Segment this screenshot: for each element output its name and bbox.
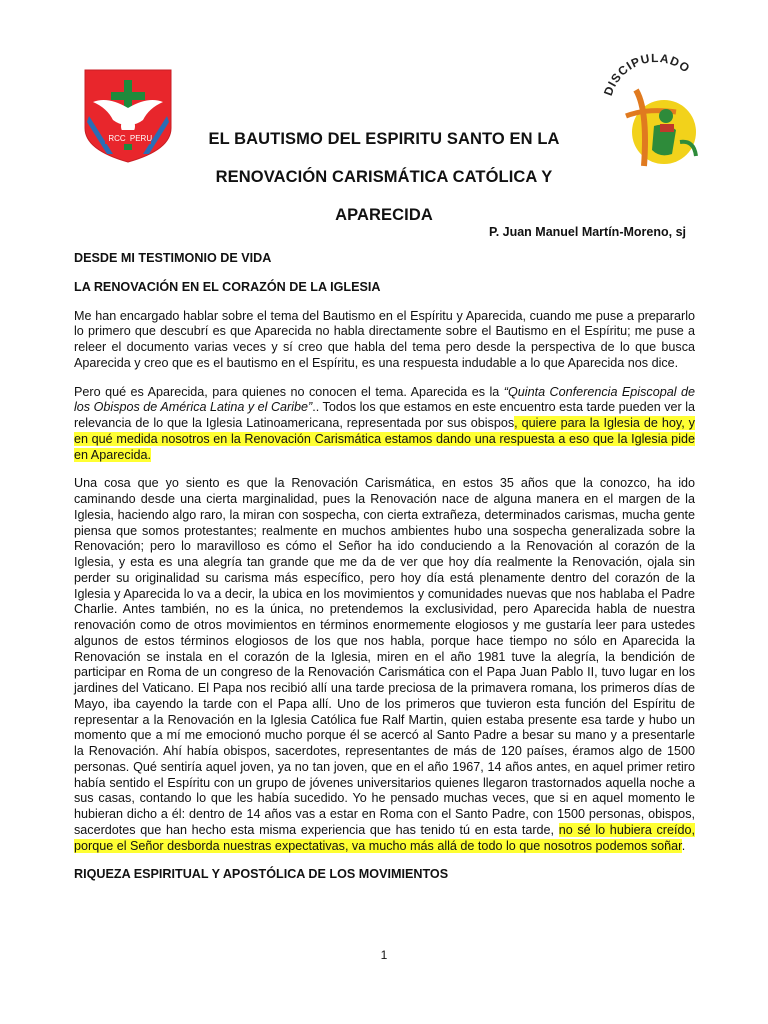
svg-text:DISCIPULADO	[601, 51, 693, 98]
discipulado-logo	[596, 50, 716, 170]
paragraph-3	[74, 476, 695, 854]
section-heading-renovacion: LA RENOVACIÓN EN EL CORAZÓN DE LA IGLESIA	[74, 279, 381, 294]
paragraph-3-highlight: no sé lo hubiera creído, porque el Señor desborda nuestras expectativas, va mucho más allá de todo lo que nosotros podemos soñar	[74, 822, 695, 853]
author-name: P. Juan Manuel Martín-Moreno, sj	[488, 225, 686, 239]
paragraph-2	[74, 385, 695, 464]
logo-left-peru-text: PERU	[129, 134, 153, 143]
title-line-1: EL BAUTISMO DEL ESPIRITU SANTO EN LA	[208, 130, 560, 148]
section-heading-riqueza: RIQUEZA ESPIRITUAL Y APOSTÓLICA DE LOS MOVIMIENTOS	[74, 867, 449, 882]
section-heading-testimonio: DESDE MI TESTIMONIO DE VIDA	[74, 251, 272, 265]
document-body	[74, 251, 695, 896]
document-title	[190, 120, 578, 234]
paragraph-2-italic-quote: “Quinta Conferencia Episcopal de los Obispos de América Latina y el Caribe”	[74, 384, 695, 415]
logo-right-text: DISCIPULADO	[600, 50, 693, 98]
title-line-2: RENOVACIÓN CARISMÁTICA CATÓLICA Y	[215, 168, 553, 186]
title-line-3: APARECIDA	[335, 206, 433, 224]
rcc-peru-logo	[83, 68, 173, 164]
paragraph-3-end: .	[681, 838, 686, 853]
page-number: 1	[380, 948, 388, 962]
paragraph-3-text: Una cosa que yo siento es que la Renovación Carismática, en estos 35 años que la conozco, ha ido caminando desde una cierta marginalidad, pues la Renovación nace de alguna manera en el margen de la Iglesia, haciendo algo raro, la miran con sospecha, con cierta extrañeza, determinados carismas, mucha gente piensa que somos protestantes; realmente en muchos ambientes hubo una sospecha generalizada sobre la Renovación; pero lo maravilloso es cómo el Señor ha ido conduciendo a la Renovación al corazón de la Iglesia, y esta es una alegría tan grande que me da de ver que hoy día realmente la Renovación, ojala sin perder su originalidad su carisma más específico, pero hoy día está plenamente dentro del corazón de la Iglesia y Aparecida lo va a decir, la ubica en los movimientos y comunidades nuevas que nos hablaba el Padre Charlie. Antes también, no es la única, no pretendemos la exclusividad, pero Aparecida habla de nuestra renovación como de otros movimientos en términos enormemente elogiosos y me gustaría leer para ustedes algunos de estos términos elogiosos de los que nos habla, porque hace tiempo no sólo en Aparecida la Renovación se instala en el corazón de la Iglesia, miren en el año 1981 tuve la alegría, la bendición de participar en Roma de un congreso de la Renovación Carismática con el Papa Juan Pablo II, tuvo lugar en los jardines del Vaticano. El Papa nos recibió allí una tarde preciosa de la primavera romana, los primeros días de Mayo, iba cayendo la tarde con el Papa allí. Uno de los primeros que tuvieron esta función del Espíritu de representar a la Renovación en la Iglesia Católica fue Ralf Martin, quien estaba presente esa tarde y hubo un momento que a mí me emocionó mucho porque él se acercó al Santo Padre a besar su mano y a presentarle la Renovación. Ahí había obispos, sacerdotes, representantes de más de 120 países, éramos algo de 1500 personas. Qué sentiría aquel joven, ya no tan joven, que en el año 1967, 14 años antes, en aquel primer retiro había sentido el Espíritu con un grupo de jóvenes universitarios quienes llegaron trastornados aquella noche a sus casas, contando lo que les había sucedido. Yo he pensado muchas veces, que si en aquel momento le hubieran dicho a él: dentro de 14 años vas a estar en Roma con el Santo Padre, con 1500 personas, obispos, sacerdotes que han hecho esta misma experiencia que has tenido tú en esta tarde,	[74, 476, 695, 837]
paragraph-2-highlight: , quiere para la Iglesia de hoy, y en qué medida nosotros en la Renovación Carismática estamos dando una respuesta a eso que la Iglesia pide en Aparecida.	[74, 416, 695, 462]
paragraph-2-text-b: .. Todos los que estamos en este encuentro esta tarde pueden ver la relevancia de lo que la Iglesia Latinoamericana, representada por sus obispos	[74, 400, 695, 430]
paragraph-1: Me han encargado hablar sobre el tema del Bautismo en el Espíritu y Aparecida, cuando me puse a prepararlo lo primero que descubrí es que Aparecida no habla directamente sobre el Bautismo en el Espíritu; me puse a releer el documento varias veces y sí creo que habla del tema pero desde la perspectiva de lo que busca Aparecida y creo que es el bautismo en el Espíritu, es una respuesta indudable a lo que Aparecida nos dice.	[74, 308, 695, 370]
logo-left-rcc-text: RCC	[108, 134, 126, 143]
paragraph-2-text-a: Pero qué es Aparecida, para quienes no conocen el tema. Aparecida es la	[74, 384, 504, 399]
